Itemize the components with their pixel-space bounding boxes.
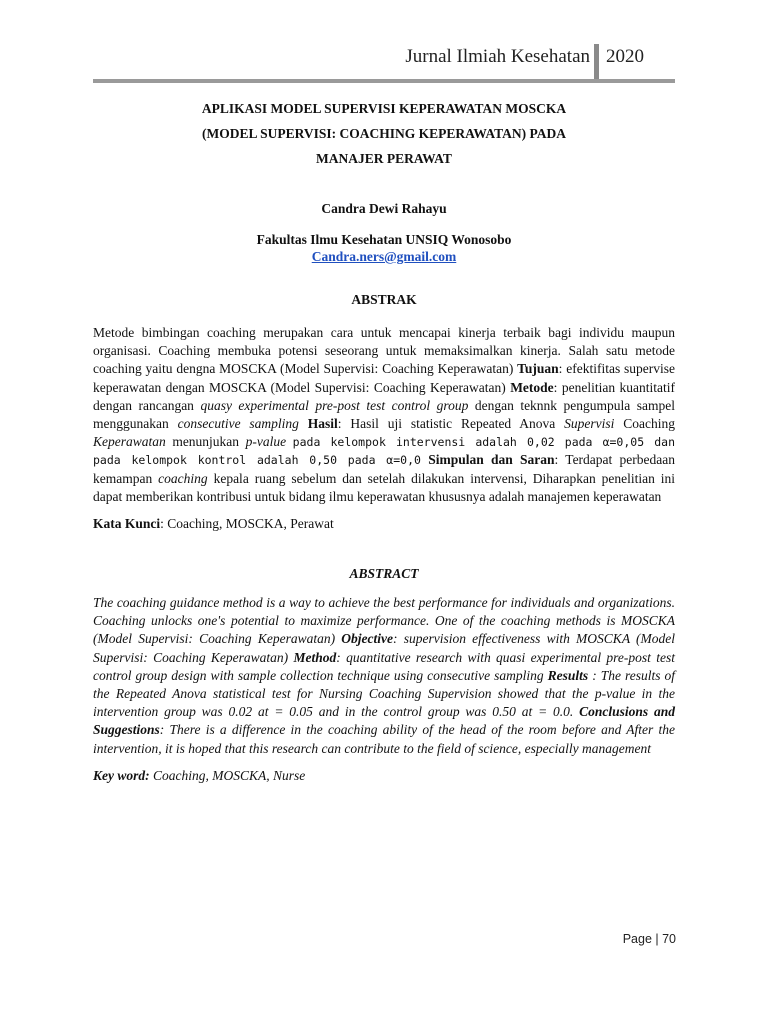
text-hasil-values: pada kelompok intervensi adalah 0,02 pada α=0,05 dan pada kelompok kontrol adalah 0,50 pada α=0,0	[93, 435, 675, 468]
text-method: : quantitative research with quasi experimental pre-post test control group design with sample collection technique using consecutive sampling	[93, 649, 676, 683]
abstrak-heading: ABSTRAK	[351, 292, 417, 307]
text-key-word: Coaching, MOSCKA, Nurse	[153, 767, 306, 783]
text-metode-italic: quasy experimental pre-post test control group	[200, 397, 469, 413]
journal-year: 2020	[606, 46, 644, 67]
key-word	[93, 768, 675, 784]
title-line-1: APLIKASI MODEL SUPERVISI KEPERAWATAN MOSCKA	[201, 101, 567, 116]
author-affiliation: Fakultas Ilmu Kesehatan UNSIQ Wonosobo	[256, 232, 512, 247]
text-simpulan-2: kepala ruang sebelum dan setelah dilakukan intervensi, Diharapkan penelitian ini dapat memberikan kontribusi untuk bidang ilmu keperawatan khususnya adalah manajemen keperawatan	[93, 470, 676, 504]
text-metode-2: dengan teknnk pengumpula sampel menggunakan	[93, 397, 676, 432]
title-line-2: (MODEL SUPERVISI: COACHING KEPERAWATAN) PADA	[201, 126, 567, 141]
text-metode-italic-2: consecutive sampling	[177, 416, 299, 432]
paper-title	[93, 96, 675, 171]
abstract-paragraph	[93, 594, 675, 758]
label-tujuan: Tujuan	[517, 361, 559, 377]
journal-header	[0, 44, 768, 82]
kata-kunci	[93, 516, 675, 532]
text-hasil-2: Coaching	[623, 416, 676, 432]
author-email-link[interactable]: Candra.ners@gmail.com	[311, 249, 457, 264]
text-hasil: : Hasil uji statistic Repeated Anova	[337, 416, 556, 432]
text-hasil-italic-1: Supervisi	[564, 416, 615, 432]
abstract-heading: ABSTRACT	[349, 566, 419, 582]
header-separator	[594, 44, 599, 80]
label-results: Results	[547, 667, 589, 683]
abstract-intro: The coaching guidance method is a way to achieve the best performance for individuals and organizations. Coaching unlocks one's potential to maximize performance. One of the coaching methods is MOSCKA (Model Supervisi: Coaching Keperawatan)	[93, 595, 675, 647]
abstrak-paragraph	[93, 324, 675, 506]
author-name: Candra Dewi Rahayu	[321, 201, 447, 216]
page-number: Page | 70	[622, 932, 676, 946]
label-key-word: Key word:	[93, 767, 150, 783]
text-metode: : penelitian kuantitatif dengan rancangan	[93, 379, 675, 413]
text-hasil-italic-3: p-value	[245, 434, 287, 450]
label-hasil: Hasil	[307, 416, 338, 432]
label-objective: Objective	[341, 631, 394, 647]
title-line-3: MANAJER PERAWAT	[316, 151, 452, 166]
abstrak-intro: Metode bimbingan coaching merupakan cara untuk mencapai kinerja terbaik bagi individu maupun organisasi. Coaching membuka potensi seseorang untuk memaksimalkan kinerja. Salah satu metode coaching yaitu dengna MOSCKA (Model Supervisi: Coaching Keperawatan)	[93, 325, 675, 377]
text-hasil-3: menunjukan	[172, 434, 240, 450]
label-simpulan: Simpulan dan Saran	[428, 452, 555, 468]
text-simpulan: : Terdapat perbedaan kemampan	[93, 452, 676, 486]
label-kata-kunci: Kata Kunci	[93, 516, 161, 532]
text-kata-kunci: : Coaching, MOSCKA, Perawat	[160, 516, 334, 532]
paper-body	[93, 96, 675, 784]
journal-name: Jurnal Ilmiah Kesehatan	[405, 46, 590, 67]
text-tujuan: : efektifitas supervise keperawatan dengan MOSCKA (Model Supervisi: Coaching Keperawatan)	[93, 361, 675, 395]
header-rule	[93, 79, 675, 83]
text-objective: : supervision effectiveness with MOSCKA (Model Supervisi: Coaching Keperawatan)	[93, 631, 676, 665]
label-method: Method	[293, 649, 337, 665]
text-hasil-italic-2: Keperawatan	[93, 434, 166, 450]
text-simpulan-italic: coaching	[158, 470, 208, 486]
text-conclusions: : There is a difference in the coaching ability of the head of the room before and After the intervention, it is hoped that this research can contribute to the field of science, especially management	[93, 722, 675, 756]
label-metode: Metode	[510, 379, 554, 395]
text-results: : The results of the Repeated Anova statistical test for Nursing Coaching Supervision showed that the p-value in the intervention group was 0.02 at = 0.05 and in the control group was 0.50 at = 0.0.	[93, 667, 676, 720]
label-conclusions: Conclusions and Suggestions	[93, 704, 676, 738]
